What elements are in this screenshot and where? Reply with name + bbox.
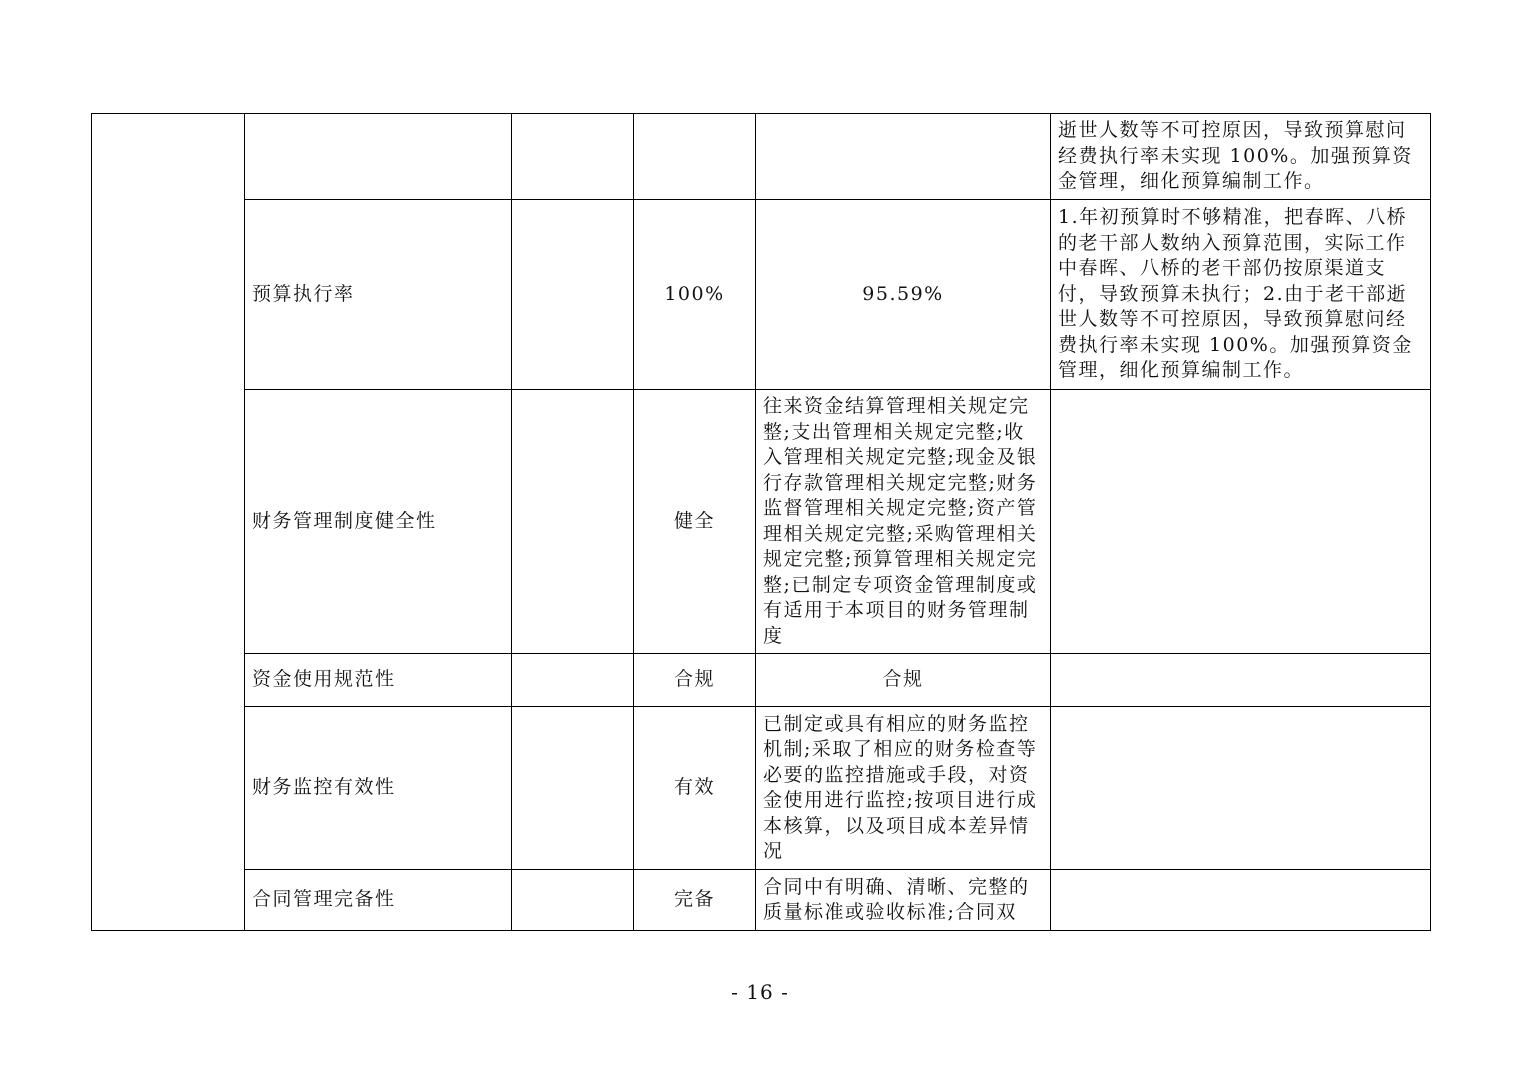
table-row	[92, 870, 1431, 931]
target-cell: 有效	[634, 707, 756, 870]
performance-table	[91, 113, 1431, 931]
table-row	[92, 654, 1431, 707]
actual-cell	[756, 114, 1051, 200]
deviation-reason-cell	[1051, 870, 1431, 931]
weight-cell	[512, 870, 634, 931]
target-cell: 100%	[634, 200, 756, 390]
deviation-reason-cell	[1051, 390, 1431, 654]
table-row	[92, 390, 1431, 654]
indicator-cell: 财务管理制度健全性	[245, 390, 512, 654]
actual-cell: 已制定或具有相应的财务监控机制;采取了相应的财务检查等必要的监控措施或手段，对资金使用进行监控;按项目进行成本核算，以及项目成本差异情况	[756, 707, 1051, 870]
weight-cell	[512, 114, 634, 200]
category-cell	[92, 114, 245, 931]
actual-cell: 合同中有明确、清晰、完整的质量标准或验收标准;合同双	[756, 870, 1051, 931]
actual-cell: 合规	[756, 654, 1051, 707]
target-cell: 健全	[634, 390, 756, 654]
target-cell	[634, 114, 756, 200]
deviation-reason-cell	[1051, 654, 1431, 707]
indicator-cell: 预算执行率	[245, 200, 512, 390]
target-cell: 合规	[634, 654, 756, 707]
weight-cell	[512, 390, 634, 654]
page-number: - 16 -	[731, 980, 789, 1004]
weight-cell	[512, 200, 634, 390]
deviation-reason-cell: 1.年初预算时不够精准，把春晖、八桥的老干部人数纳入预算范围，实际工作中春晖、八桥的老干部仍按原渠道支付，导致预算未执行；2.由于老干部逝世人数等不可控原因，导致预算慰问经费执行率未实现 100%。加强预算资金管理，细化预算编制工作。	[1051, 200, 1431, 390]
target-cell: 完备	[634, 870, 756, 931]
table-row	[92, 707, 1431, 870]
deviation-reason-cell: 逝世人数等不可控原因，导致预算慰问经费执行率未实现 100%。加强预算资金管理，细化预算编制工作。	[1051, 114, 1431, 200]
actual-cell: 往来资金结算管理相关规定完整;支出管理相关规定完整;收入管理相关规定完整;现金及银行存款管理相关规定完整;财务监督管理相关规定完整;资产管理相关规定完整;采购管理相关规定完整;预算管理相关规定完整;已制定专项资金管理制度或有适用于本项目的财务管理制度	[756, 390, 1051, 654]
table-row	[92, 200, 1431, 390]
indicator-cell: 财务监控有效性	[245, 707, 512, 870]
indicator-cell: 资金使用规范性	[245, 654, 512, 707]
weight-cell	[512, 654, 634, 707]
indicator-cell: 合同管理完备性	[245, 870, 512, 931]
table-row	[92, 114, 1431, 200]
actual-cell: 95.59%	[756, 200, 1051, 390]
indicator-cell	[245, 114, 512, 200]
weight-cell	[512, 707, 634, 870]
deviation-reason-cell	[1051, 707, 1431, 870]
